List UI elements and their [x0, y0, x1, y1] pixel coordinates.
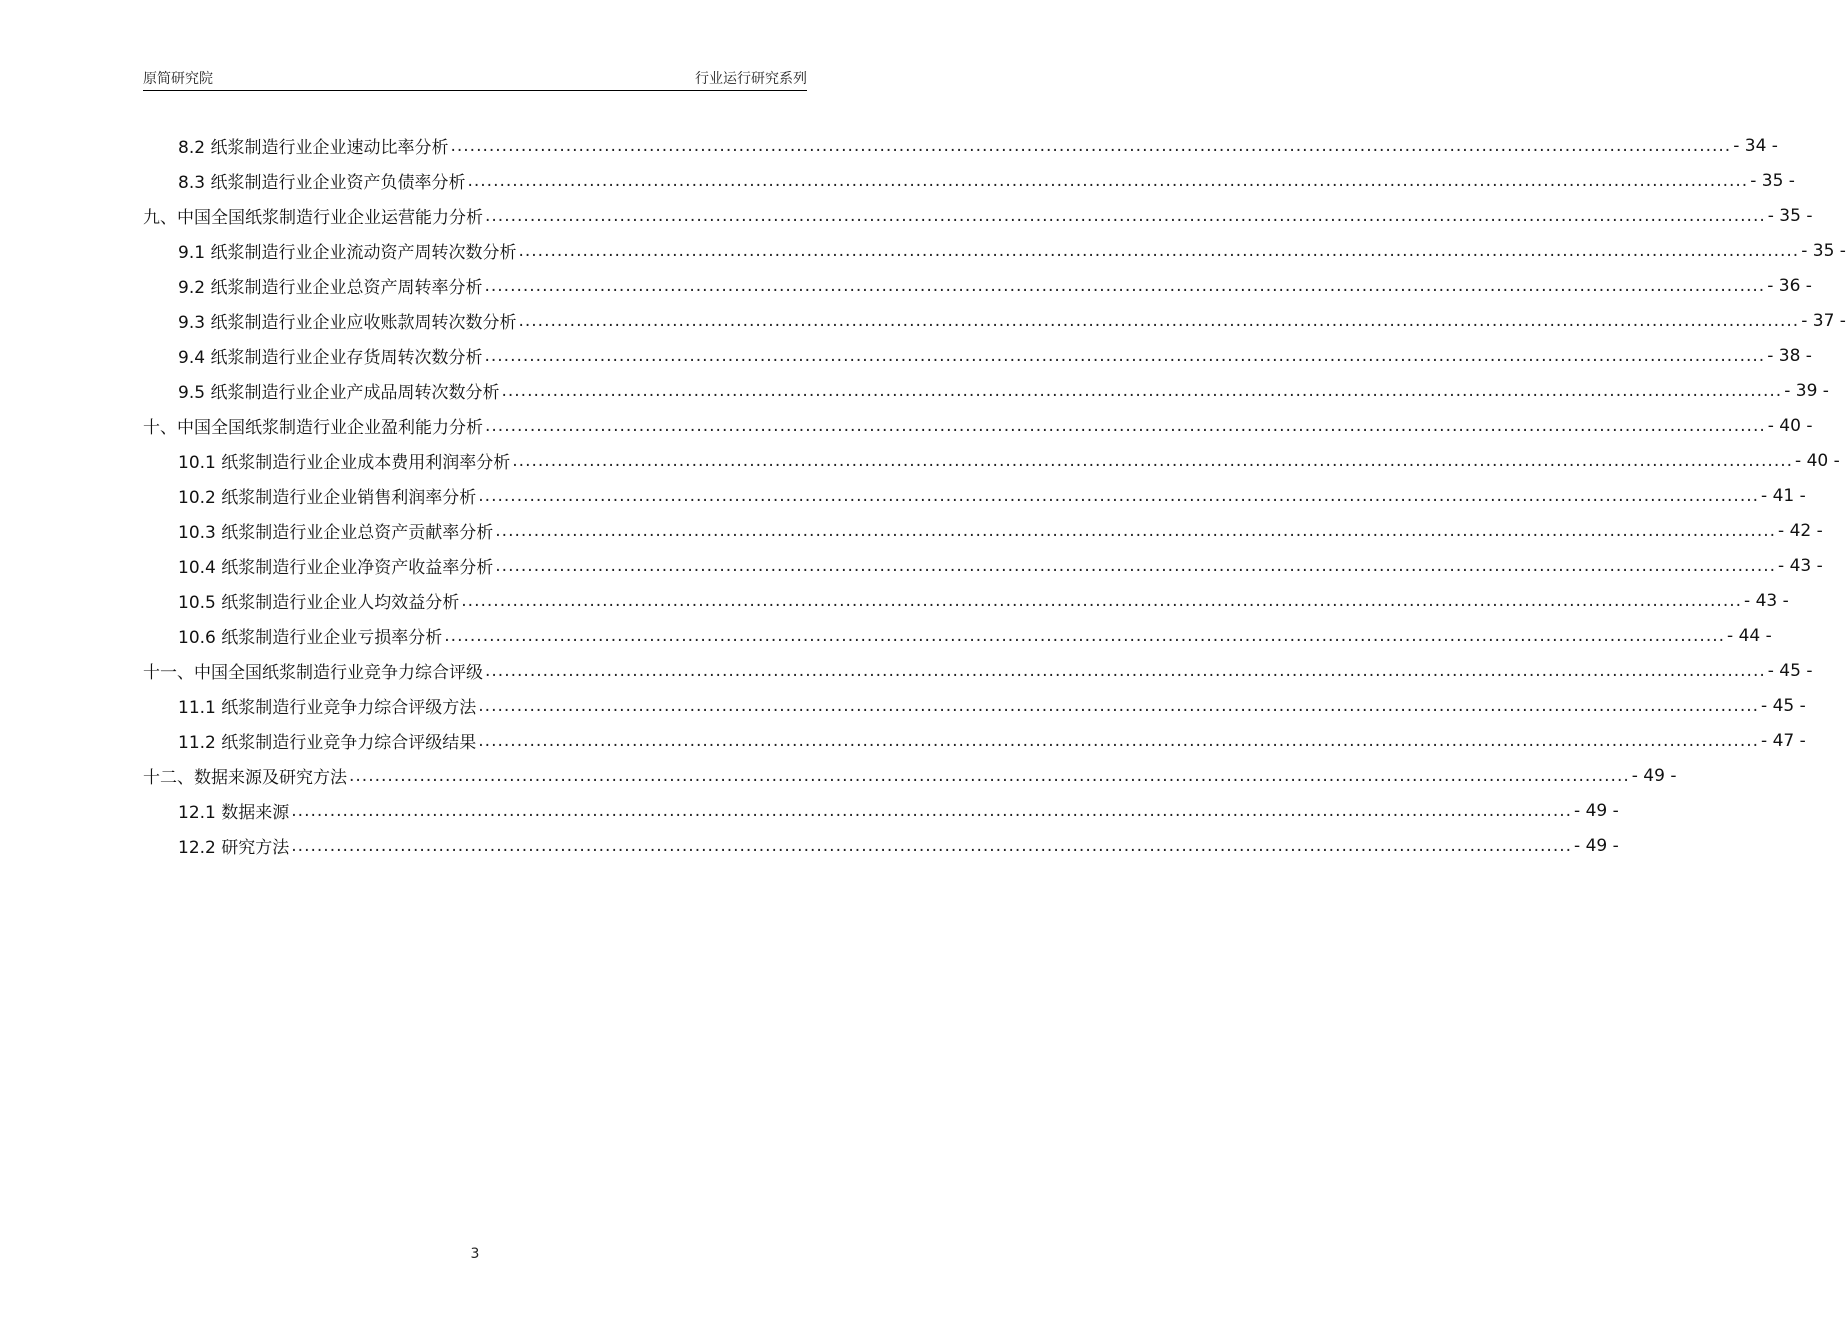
toc-entry[interactable]: [143, 163, 1795, 198]
toc-dot-leader: ........................................................................................................................................................................................................: [291, 800, 1573, 821]
toc-entry-page: - 45 -: [1767, 660, 1813, 681]
toc-entry[interactable]: [143, 373, 1829, 408]
toc-entry-page: - 49 -: [1631, 765, 1677, 786]
toc-dot-leader: ........................................................................................................................................................................................................: [349, 765, 1630, 786]
toc-dot-leader: ........................................................................................................................................................................................................: [484, 345, 1766, 366]
toc-entry-page: - 34 -: [1733, 135, 1778, 156]
toc-dot-leader: ........................................................................................................................................................................................................: [444, 625, 1726, 646]
toc-entry-page: - 44 -: [1727, 625, 1772, 646]
toc-entry-title: 10.6 纸浆制造行业企业亏损率分析: [178, 628, 443, 648]
toc-entry-page: - 35 -: [1801, 240, 1846, 261]
toc-dot-leader: ........................................................................................................................................................................................................: [518, 240, 1800, 261]
toc-entry-title: 10.3 纸浆制造行业企业总资产贡献率分析: [178, 523, 494, 543]
toc-dot-leader: ........................................................................................................................................................................................................: [467, 170, 1749, 191]
toc-entry[interactable]: [143, 758, 1677, 793]
toc-entry-page: - 36 -: [1767, 275, 1812, 296]
page-number: 3: [470, 1246, 480, 1262]
toc-dot-leader: ........................................................................................................................................................................................................: [461, 590, 1743, 611]
toc-entry[interactable]: [143, 793, 1619, 828]
toc-entry-title: 9.3 纸浆制造行业企业应收账款周转次数分析: [178, 313, 517, 333]
page-header: [143, 68, 807, 91]
table-of-contents: [143, 128, 1846, 863]
toc-entry-title: 十、中国全国纸浆制造行业企业盈利能力分析: [143, 418, 483, 438]
toc-entry-title: 9.2 纸浆制造行业企业总资产周转率分析: [178, 278, 483, 298]
toc-dot-leader: ........................................................................................................................................................................................................: [484, 275, 1766, 296]
toc-entry-title: 9.5 纸浆制造行业企业产成品周转次数分析: [178, 383, 500, 403]
toc-entry[interactable]: [143, 583, 1789, 618]
toc-entry-title: 10.5 纸浆制造行业企业人均效益分析: [178, 593, 460, 613]
toc-entry[interactable]: [143, 408, 1813, 443]
header-org-name: 原简研究院: [143, 71, 213, 87]
toc-entry-title: 11.2 纸浆制造行业竞争力综合评级结果: [178, 733, 477, 753]
toc-dot-leader: ........................................................................................................................................................................................................: [501, 380, 1783, 401]
toc-entry-page: - 49 -: [1574, 800, 1619, 821]
toc-dot-leader: ........................................................................................................................................................................................................: [485, 660, 1766, 681]
toc-entry-title: 8.3 纸浆制造行业企业资产负债率分析: [178, 173, 466, 193]
toc-entry-page: - 45 -: [1761, 695, 1806, 716]
toc-dot-leader: ........................................................................................................................................................................................................: [485, 415, 1766, 436]
toc-dot-leader: ........................................................................................................................................................................................................: [450, 135, 1732, 156]
toc-entry-title: 12.1 数据来源: [178, 803, 290, 823]
toc-entry[interactable]: [143, 128, 1778, 163]
toc-entry[interactable]: [143, 478, 1806, 513]
toc-dot-leader: ........................................................................................................................................................................................................: [478, 485, 1760, 506]
toc-entry-page: - 40 -: [1767, 415, 1813, 436]
toc-entry[interactable]: [143, 233, 1846, 268]
toc-entry-title: 9.1 纸浆制造行业企业流动资产周转次数分析: [178, 243, 517, 263]
toc-entry-title: 9.4 纸浆制造行业企业存货周转次数分析: [178, 348, 483, 368]
toc-entry-title: 十一、中国全国纸浆制造行业竞争力综合评级: [143, 663, 483, 683]
toc-dot-leader: ........................................................................................................................................................................................................: [478, 695, 1760, 716]
toc-entry[interactable]: [143, 513, 1823, 548]
toc-entry[interactable]: [143, 688, 1806, 723]
toc-entry-title: 10.2 纸浆制造行业企业销售利润率分析: [178, 488, 477, 508]
toc-dot-leader: ........................................................................................................................................................................................................: [518, 310, 1800, 331]
toc-entry-page: - 47 -: [1761, 730, 1806, 751]
toc-dot-leader: ........................................................................................................................................................................................................: [495, 555, 1777, 576]
toc-entry-page: - 37 -: [1801, 310, 1846, 331]
toc-entry[interactable]: [143, 723, 1806, 758]
toc-entry-title: 8.2 纸浆制造行业企业速动比率分析: [178, 138, 449, 158]
toc-entry-page: - 40 -: [1795, 450, 1840, 471]
toc-entry-title: 10.4 纸浆制造行业企业净资产收益率分析: [178, 558, 494, 578]
toc-entry-title: 12.2 研究方法: [178, 838, 290, 858]
toc-entry[interactable]: [143, 653, 1813, 688]
toc-entry-page: - 38 -: [1767, 345, 1812, 366]
toc-entry[interactable]: [143, 618, 1772, 653]
header-series-name: 行业运行研究系列: [695, 71, 807, 87]
toc-entry[interactable]: [143, 338, 1812, 373]
toc-entry-page: - 43 -: [1778, 555, 1823, 576]
toc-entry[interactable]: [143, 828, 1619, 863]
toc-entry-title: 10.1 纸浆制造行业企业成本费用利润率分析: [178, 453, 511, 473]
toc-entry-page: - 49 -: [1574, 835, 1619, 856]
toc-dot-leader: ........................................................................................................................................................................................................: [478, 730, 1760, 751]
toc-entry[interactable]: [143, 548, 1823, 583]
toc-entry-page: - 35 -: [1750, 170, 1795, 191]
toc-entry[interactable]: [143, 443, 1840, 478]
toc-entry[interactable]: [143, 303, 1846, 338]
toc-entry[interactable]: [143, 268, 1812, 303]
toc-entry-page: - 42 -: [1778, 520, 1823, 541]
toc-dot-leader: ........................................................................................................................................................................................................: [291, 835, 1573, 856]
toc-dot-leader: ........................................................................................................................................................................................................: [512, 450, 1794, 471]
toc-entry[interactable]: [143, 198, 1813, 233]
toc-dot-leader: ........................................................................................................................................................................................................: [495, 520, 1777, 541]
toc-entry-page: - 39 -: [1784, 380, 1829, 401]
toc-entry-page: - 35 -: [1767, 205, 1813, 226]
toc-entry-title: 11.1 纸浆制造行业竞争力综合评级方法: [178, 698, 477, 718]
toc-dot-leader: ........................................................................................................................................................................................................: [485, 205, 1766, 226]
toc-entry-title: 十二、数据来源及研究方法: [143, 768, 347, 788]
toc-entry-page: - 41 -: [1761, 485, 1806, 506]
toc-entry-page: - 43 -: [1744, 590, 1789, 611]
toc-entry-title: 九、中国全国纸浆制造行业企业运营能力分析: [143, 208, 483, 228]
